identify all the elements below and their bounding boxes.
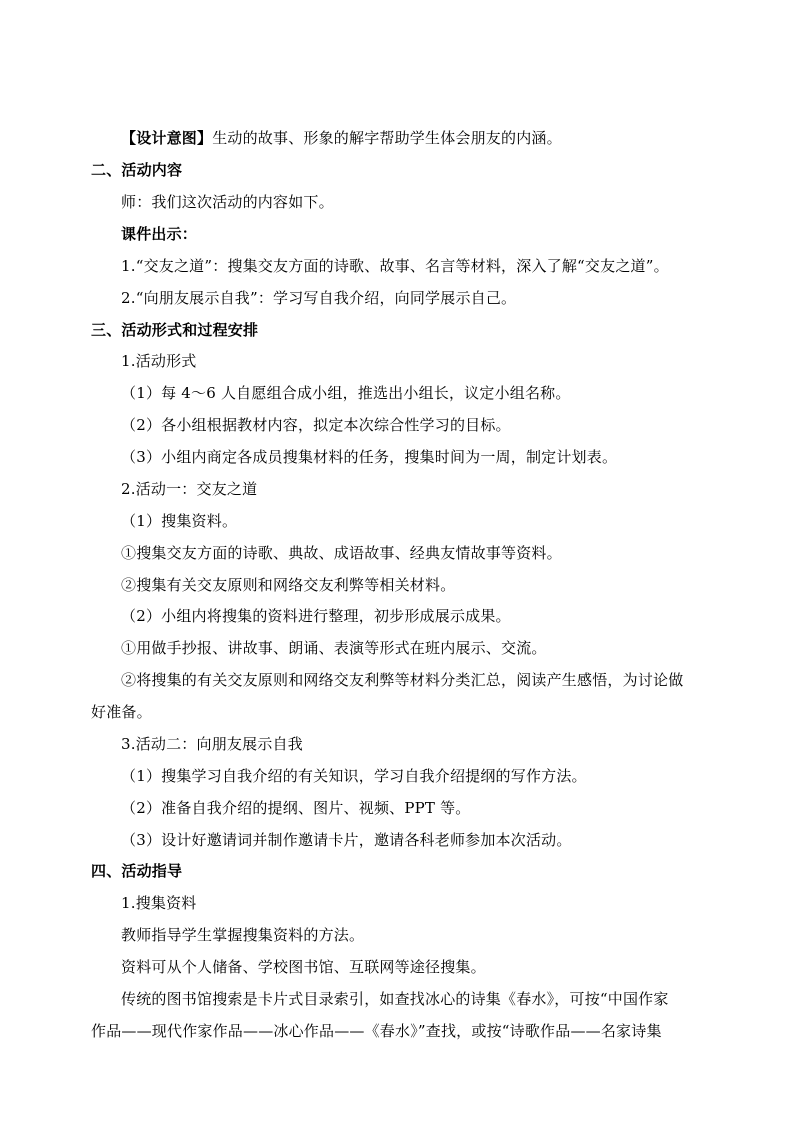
activity-1-item-2b-line-2: 好准备。 xyxy=(91,703,152,721)
activity-1-item-2: （2）小组内将搜集的资料进行整理，初步形成展示成果。 xyxy=(121,607,511,625)
design-intent-text: 生动的故事、形象的解字帮助学生体会朋友的内涵。 xyxy=(212,129,562,147)
design-intent-label: 【设计意图】 xyxy=(121,129,213,147)
form-item-1: （1）每 4～6 人自愿组合成小组，推选出小组长，议定小组名称。 xyxy=(121,384,571,402)
activity-1-item-1a: ①搜集交友方面的诗歌、典故、成语故事、经典友情故事等资料。 xyxy=(121,544,562,562)
paragraph-teacher: 师：我们这次活动的内容如下。 xyxy=(121,193,334,211)
guidance-paragraph-1: 教师指导学生掌握搜集资料的方法。 xyxy=(121,926,365,944)
content-item-1: 1.“交友之道”：搜集交友方面的诗歌、故事、名言等材料，深入了解“交友之道”。 xyxy=(121,257,669,275)
subheading-collect-materials: 1.搜集资料 xyxy=(121,894,197,912)
activity-1-item-1b: ②搜集有关交友原则和网络交友利弊等相关材料。 xyxy=(121,576,456,594)
activity-1-item-2b-line-1: ②将搜集的有关交友原则和网络交友利弊等材料分类汇总，阅读产生感悟，为讨论做 xyxy=(121,671,684,689)
subheading-activity-1: 2.活动一：交友之道 xyxy=(121,480,258,498)
guidance-paragraph-3-line-1: 传统的图书馆搜索是卡片式目录索引，如查找冰心的诗集《春水》，可按“中国作家 xyxy=(121,990,669,1008)
design-intent-paragraph xyxy=(121,127,562,149)
activity-2-item-3: （3）设计好邀请词并制作邀请卡片，邀请各科老师参加本次活动。 xyxy=(121,831,572,849)
activity-1-item-2a: ①用做手抄报、讲故事、朗诵、表演等形式在班内展示、交流。 xyxy=(121,639,547,657)
form-item-3: （3）小组内商定各成员搜集材料的任务，搜集时间为一周，制定计划表。 xyxy=(121,448,618,466)
section-heading-activity-content: 二、活动内容 xyxy=(91,161,183,179)
guidance-paragraph-3-line-2: 作品——现代作家作品——冰心作品——《春水》”查找，或按“诗歌作品——名家诗集 xyxy=(91,1022,662,1040)
section-heading-activity-guidance: 四、活动指导 xyxy=(91,862,183,880)
content-item-2: 2.“向朋友展示自我”：学习写自我介绍，向同学展示自己。 xyxy=(121,289,517,307)
subheading-activity-form: 1.活动形式 xyxy=(121,352,197,370)
subheading-activity-2: 3.活动二：向朋友展示自我 xyxy=(121,735,303,753)
activity-2-item-2: （2）准备自我介绍的提纲、图片、视频、PPT 等。 xyxy=(121,799,471,817)
guidance-paragraph-2: 资料可从个人储备、学校图书馆、互联网等途径搜集。 xyxy=(121,958,486,976)
section-heading-activity-form: 三、活动形式和过程安排 xyxy=(91,321,259,339)
activity-1-item-1: （1）搜集资料。 xyxy=(121,512,238,530)
activity-2-item-1: （1）搜集学习自我介绍的有关知识，学习自我介绍提纲的写作方法。 xyxy=(121,767,587,785)
courseware-label: 课件出示： xyxy=(121,225,198,243)
form-item-2: （2）各小组根据教材内容，拟定本次综合性学习的目标。 xyxy=(121,416,511,434)
